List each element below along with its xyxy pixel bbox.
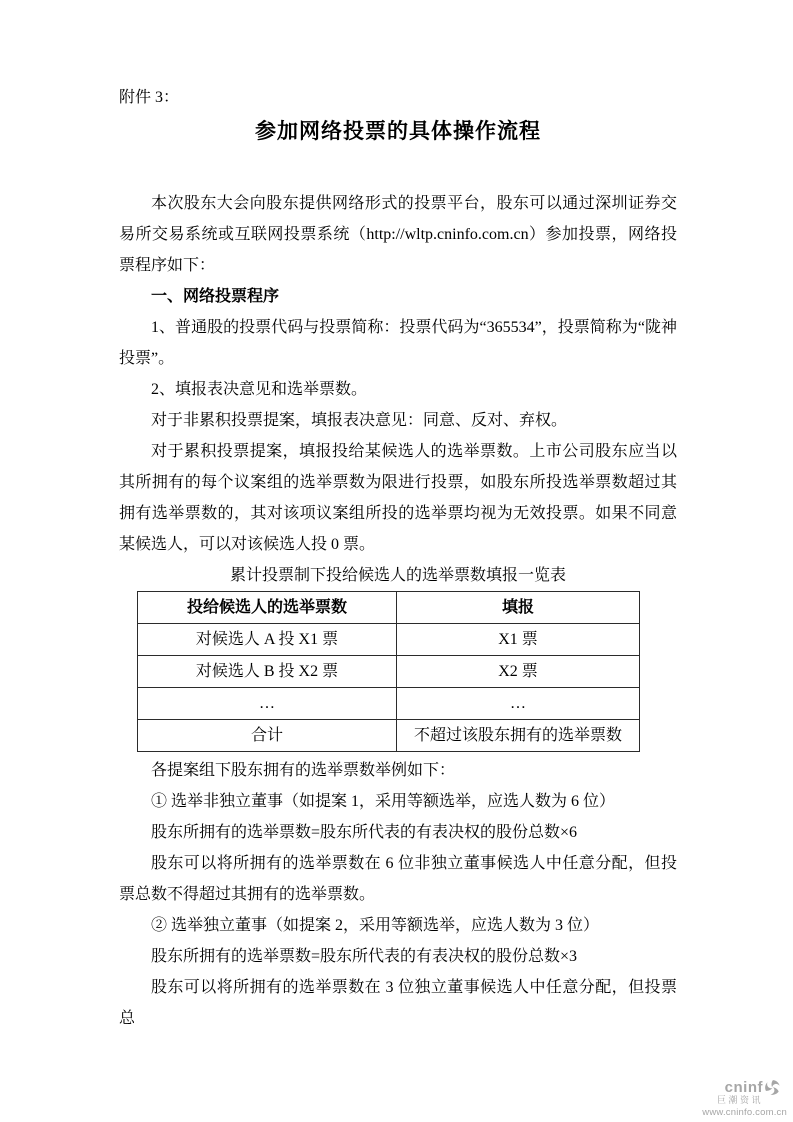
- table-header-cell-fill: 填报: [397, 592, 640, 624]
- vote-table: [137, 591, 640, 752]
- table-cell: 合计: [138, 720, 397, 752]
- table-cell: 不超过该股东拥有的选举票数: [397, 720, 640, 752]
- table-cell: …: [138, 688, 397, 720]
- table-row: [138, 720, 640, 752]
- table-cell: X2 票: [397, 656, 640, 688]
- section-heading: 一、网络投票程序: [151, 288, 280, 305]
- paragraph-non-cumulative: 对于非累积投票提案，填报表决意见：同意、反对、弃权。: [151, 412, 568, 429]
- document-content: [119, 86, 677, 1034]
- paragraph-example-2: ② 选举独立董事（如提案 2，采用等额选举，应选人数为 3 位）: [151, 917, 600, 934]
- table-cell: 对候选人 B 投 X2 票: [138, 656, 397, 688]
- paragraph-vote-code: 1、普通股的投票代码与投票简称：投票代码为“365534”，投票简称为“陇神投票”。: [119, 319, 677, 367]
- cninfo-url: www.cninfo.com.cn: [702, 1107, 787, 1118]
- paragraph-example-1-note: 股东可以将所拥有的选举票数在 6 位非独立董事候选人中任意分配，但投票总数不得超过其拥有的选举票数。: [119, 855, 677, 903]
- table-row: [138, 688, 640, 720]
- cninfo-name-cn: 巨潮资讯: [716, 1095, 763, 1105]
- table-caption: 累计投票制下投给候选人的选举票数填报一览表: [229, 567, 566, 584]
- paragraph-examples-intro: 各提案组下股东拥有的选举票数举例如下：: [151, 762, 456, 779]
- intro-paragraph: 本次股东大会向股东提供网络形式的投票平台，股东可以通过深圳证券交易所交易系统或互联网投票系统（http://wltp.cninfo.com.cn）参加投票，网络投票程序如下：: [119, 195, 677, 274]
- table-header-row: [138, 592, 640, 624]
- table-cell: X1 票: [397, 624, 640, 656]
- cninfo-brand-text: cninf: [724, 1079, 763, 1096]
- document-body: [119, 188, 677, 1034]
- table-cell: …: [397, 688, 640, 720]
- cninfo-logo: [702, 1079, 787, 1118]
- cninfo-swirl-icon: [764, 1079, 781, 1096]
- paragraph-example-2-note: 股东可以将所拥有的选举票数在 3 位独立董事候选人中任意分配，但投票总: [119, 979, 677, 1027]
- paragraph-fill-opinion: 2、填报表决意见和选举票数。: [151, 381, 368, 398]
- paragraph-example-2-formula: 股东所拥有的选举票数=股东所代表的有表决权的股份总数×3: [151, 948, 578, 965]
- paragraph-example-1-formula: 股东所拥有的选举票数=股东所代表的有表决权的股份总数×6: [151, 824, 578, 841]
- attachment-label: 附件 3：: [119, 89, 180, 106]
- page-title: 参加网络投票的具体操作流程: [255, 120, 541, 143]
- paragraph-cumulative: 对于累积投票提案，填报投给某候选人的选举票数。上市公司股东应当以其所拥有的每个议案组的选举票数为限进行投票，如股东所投选举票数超过其拥有选举票数的，其对该项议案组所投的选举票均视为无效投票。如果不同意某候选人，可以对该候选人投 0 票。: [119, 443, 677, 553]
- table-header-cell-votes: 投给候选人的选举票数: [138, 592, 397, 624]
- table-cell: 对候选人 A 投 X1 票: [138, 624, 397, 656]
- examples-section: [119, 755, 677, 1034]
- paragraph-example-1: ① 选举非独立董事（如提案 1，采用等额选举，应选人数为 6 位）: [151, 793, 616, 810]
- table-row: [138, 656, 640, 688]
- table-row: [138, 624, 640, 656]
